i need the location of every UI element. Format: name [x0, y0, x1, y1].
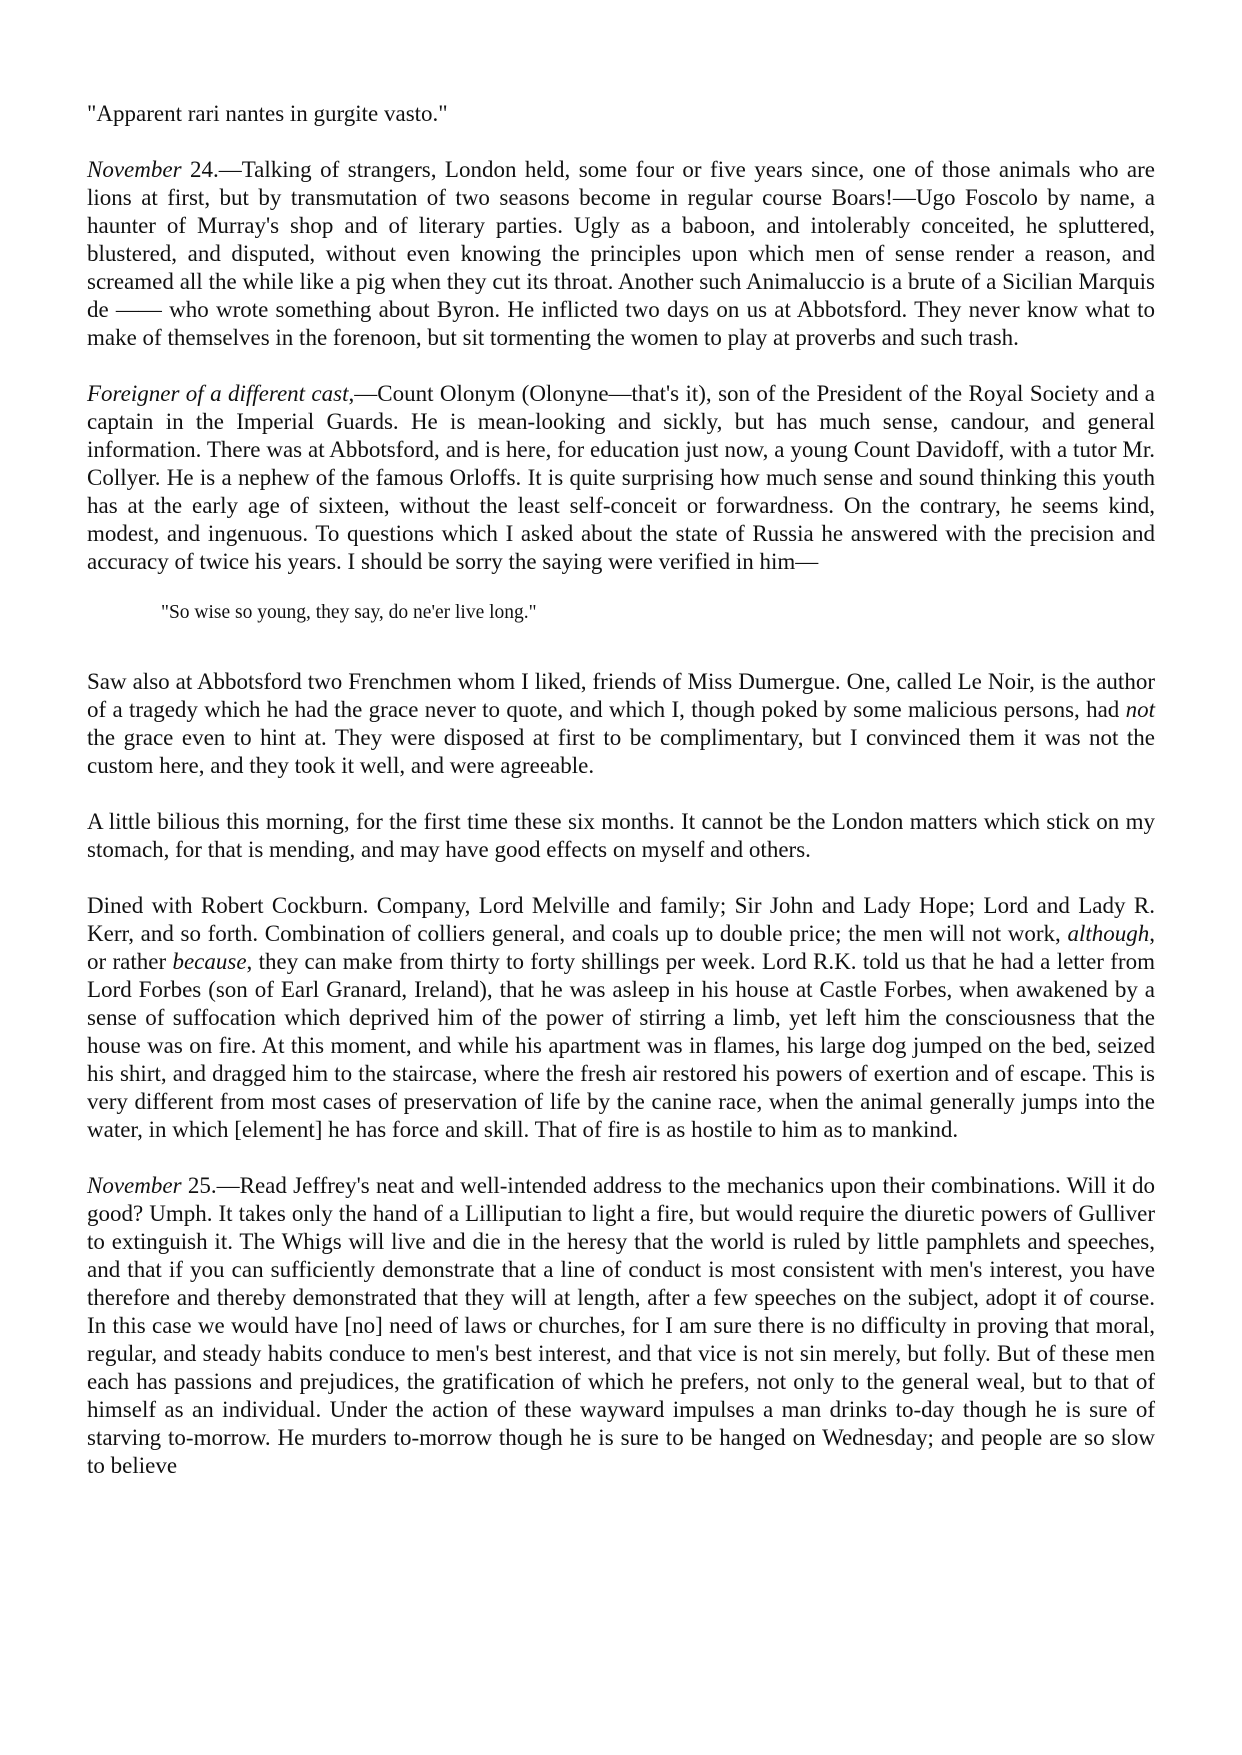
paragraph-foreigner — [87, 380, 1155, 576]
date-italic: November — [87, 1173, 182, 1198]
paragraph-text: 25.—Read Jeffrey's neat and well-intended address to the mechanics upon their combinations. Will it do good? Umph. It takes only the hand of a Lilliputian to light a fire, but would require the diuretic powers of Gulliver to extinguish it. The Whigs will live and die in the heresy that the world is ruled by little pamphlets and speeches, and that if you can sufficiently demonstrate that a line of conduct is most consistent with men's interest, you have therefore and thereby demonstrated that they will at length, after a few speeches on the subject, adopt it of course. In this case we would have [no] need of laws or churches, for I am sure there is no difficulty in proving that moral, regular, and steady habits conduce to men's best interest, and that vice is not sin merely, but folly. But of these men each has passions and prejudices, the gratification of which he prefers, not only to the general weal, but to that of himself as an individual. Under the action of these wayward impulses a man drinks to-day though he is sure of starving to-morrow. He murders to-morrow though he is sure to be hanged on Wednesday; and people are so slow to believe — [87, 1173, 1155, 1478]
verse-quote: "So wise so young, they say, do ne'er live long." — [161, 602, 537, 623]
paragraph-november-24 — [87, 156, 1155, 352]
paragraph-bilious: A little bilious this morning, for the first time these six months. It cannot be the London matters which stick on my stomach, for that is mending, and may have good effects on myself and others. — [87, 809, 1155, 862]
paragraph-text: 24.—Talking of strangers, London held, some four or five years since, one of those animals who are lions at first, but by transmutation of two seasons become in regular course Boars!—Ugo Foscolo by name, a haunter of Murray's shop and of literary parties. Ugly as a baboon, and intolerably conceited, he spluttered, blustered, and disputed, without even knowing the principles upon which men of sense render a reason, and screamed all the while like a pig when they cut its throat. Another such Animaluccio is a brute of a Sicilian Marquis de —— who wrote something about Byron. He inflicted two days on us at Abbotsford. They never know what to make of themselves in the forenoon, but sit tormenting the women to play at proverbs and such trash. — [87, 157, 1155, 350]
emphasis: because — [172, 949, 247, 974]
paragraph-dined — [87, 892, 1155, 1144]
date-italic: November — [87, 157, 182, 182]
paragraph-frenchmen — [87, 668, 1155, 780]
emphasis: not — [1125, 697, 1155, 722]
paragraph-text: ,—Count Olonym (Olonyne—that's it), son of the President of the Royal Society and a captain in the Imperial Guards. He is mean-looking and sickly, but has much sense, candour, and general information. There was at Abbotsford, and is here, for education just now, a young Count Davidoff, with a tutor Mr. Collyer. He is a nephew of the famous Orloffs. It is quite surprising how much sense and sound thinking this youth has at the early age of sixteen, without the least self-conceit or forwardness. On the contrary, he seems kind, modest, and ingenuous. To questions which I asked about the state of Russia he answered with the precision and accuracy of twice his years. I should be sorry the saying were verified in him— — [87, 381, 1156, 574]
paragraph-november-25 — [87, 1172, 1155, 1480]
emphasis: although — [1067, 921, 1150, 946]
document-page — [87, 100, 1155, 1508]
paragraph-text: the grace even to hint at. They were disposed at first to be complimentary, but I convinced them it was not the custom here, and they took it well, and were agreeable. — [87, 725, 1155, 778]
paragraph-text: , they can make from thirty to forty shillings per week. Lord R.K. told us that he had a letter from Lord Forbes (son of Earl Granard, Ireland), that he was asleep in his house at Castle Forbes, when awakened by a sense of suffocation which deprived him of the power of stirring a limb, yet left him the consciousness that the house was on fire. At this moment, and while his apartment was in flames, his large dog jumped on the bed, seized his shirt, and dragged him to the staircase, where the fresh air restored his powers of exertion and of escape. This is very different from most cases of preservation of life by the canine race, when the animal generally jumps into the water, in which [element] he has force and skill. That of fire is as hostile to him as to mankind. — [87, 949, 1155, 1142]
paragraph-text: Saw also at Abbotsford two Frenchmen whom I liked, friends of Miss Dumergue. One, called Le Noir, is the author of a tragedy which he had the grace never to quote, and which I, though poked by some malicious persons, had — [87, 669, 1155, 722]
epigraph: "Apparent rari nantes in gurgite vasto." — [87, 101, 448, 126]
lead-italic: Foreigner of a different cast — [87, 381, 349, 406]
paragraph-text: , or rather — [87, 921, 1155, 974]
paragraph-text: Dined with Robert Cockburn. Company, Lord Melville and family; Sir John and Lady Hope; Lord and Lady R. Kerr, and so forth. Combination of colliers general, and coals up to double price; the men will not work, — [87, 893, 1155, 946]
